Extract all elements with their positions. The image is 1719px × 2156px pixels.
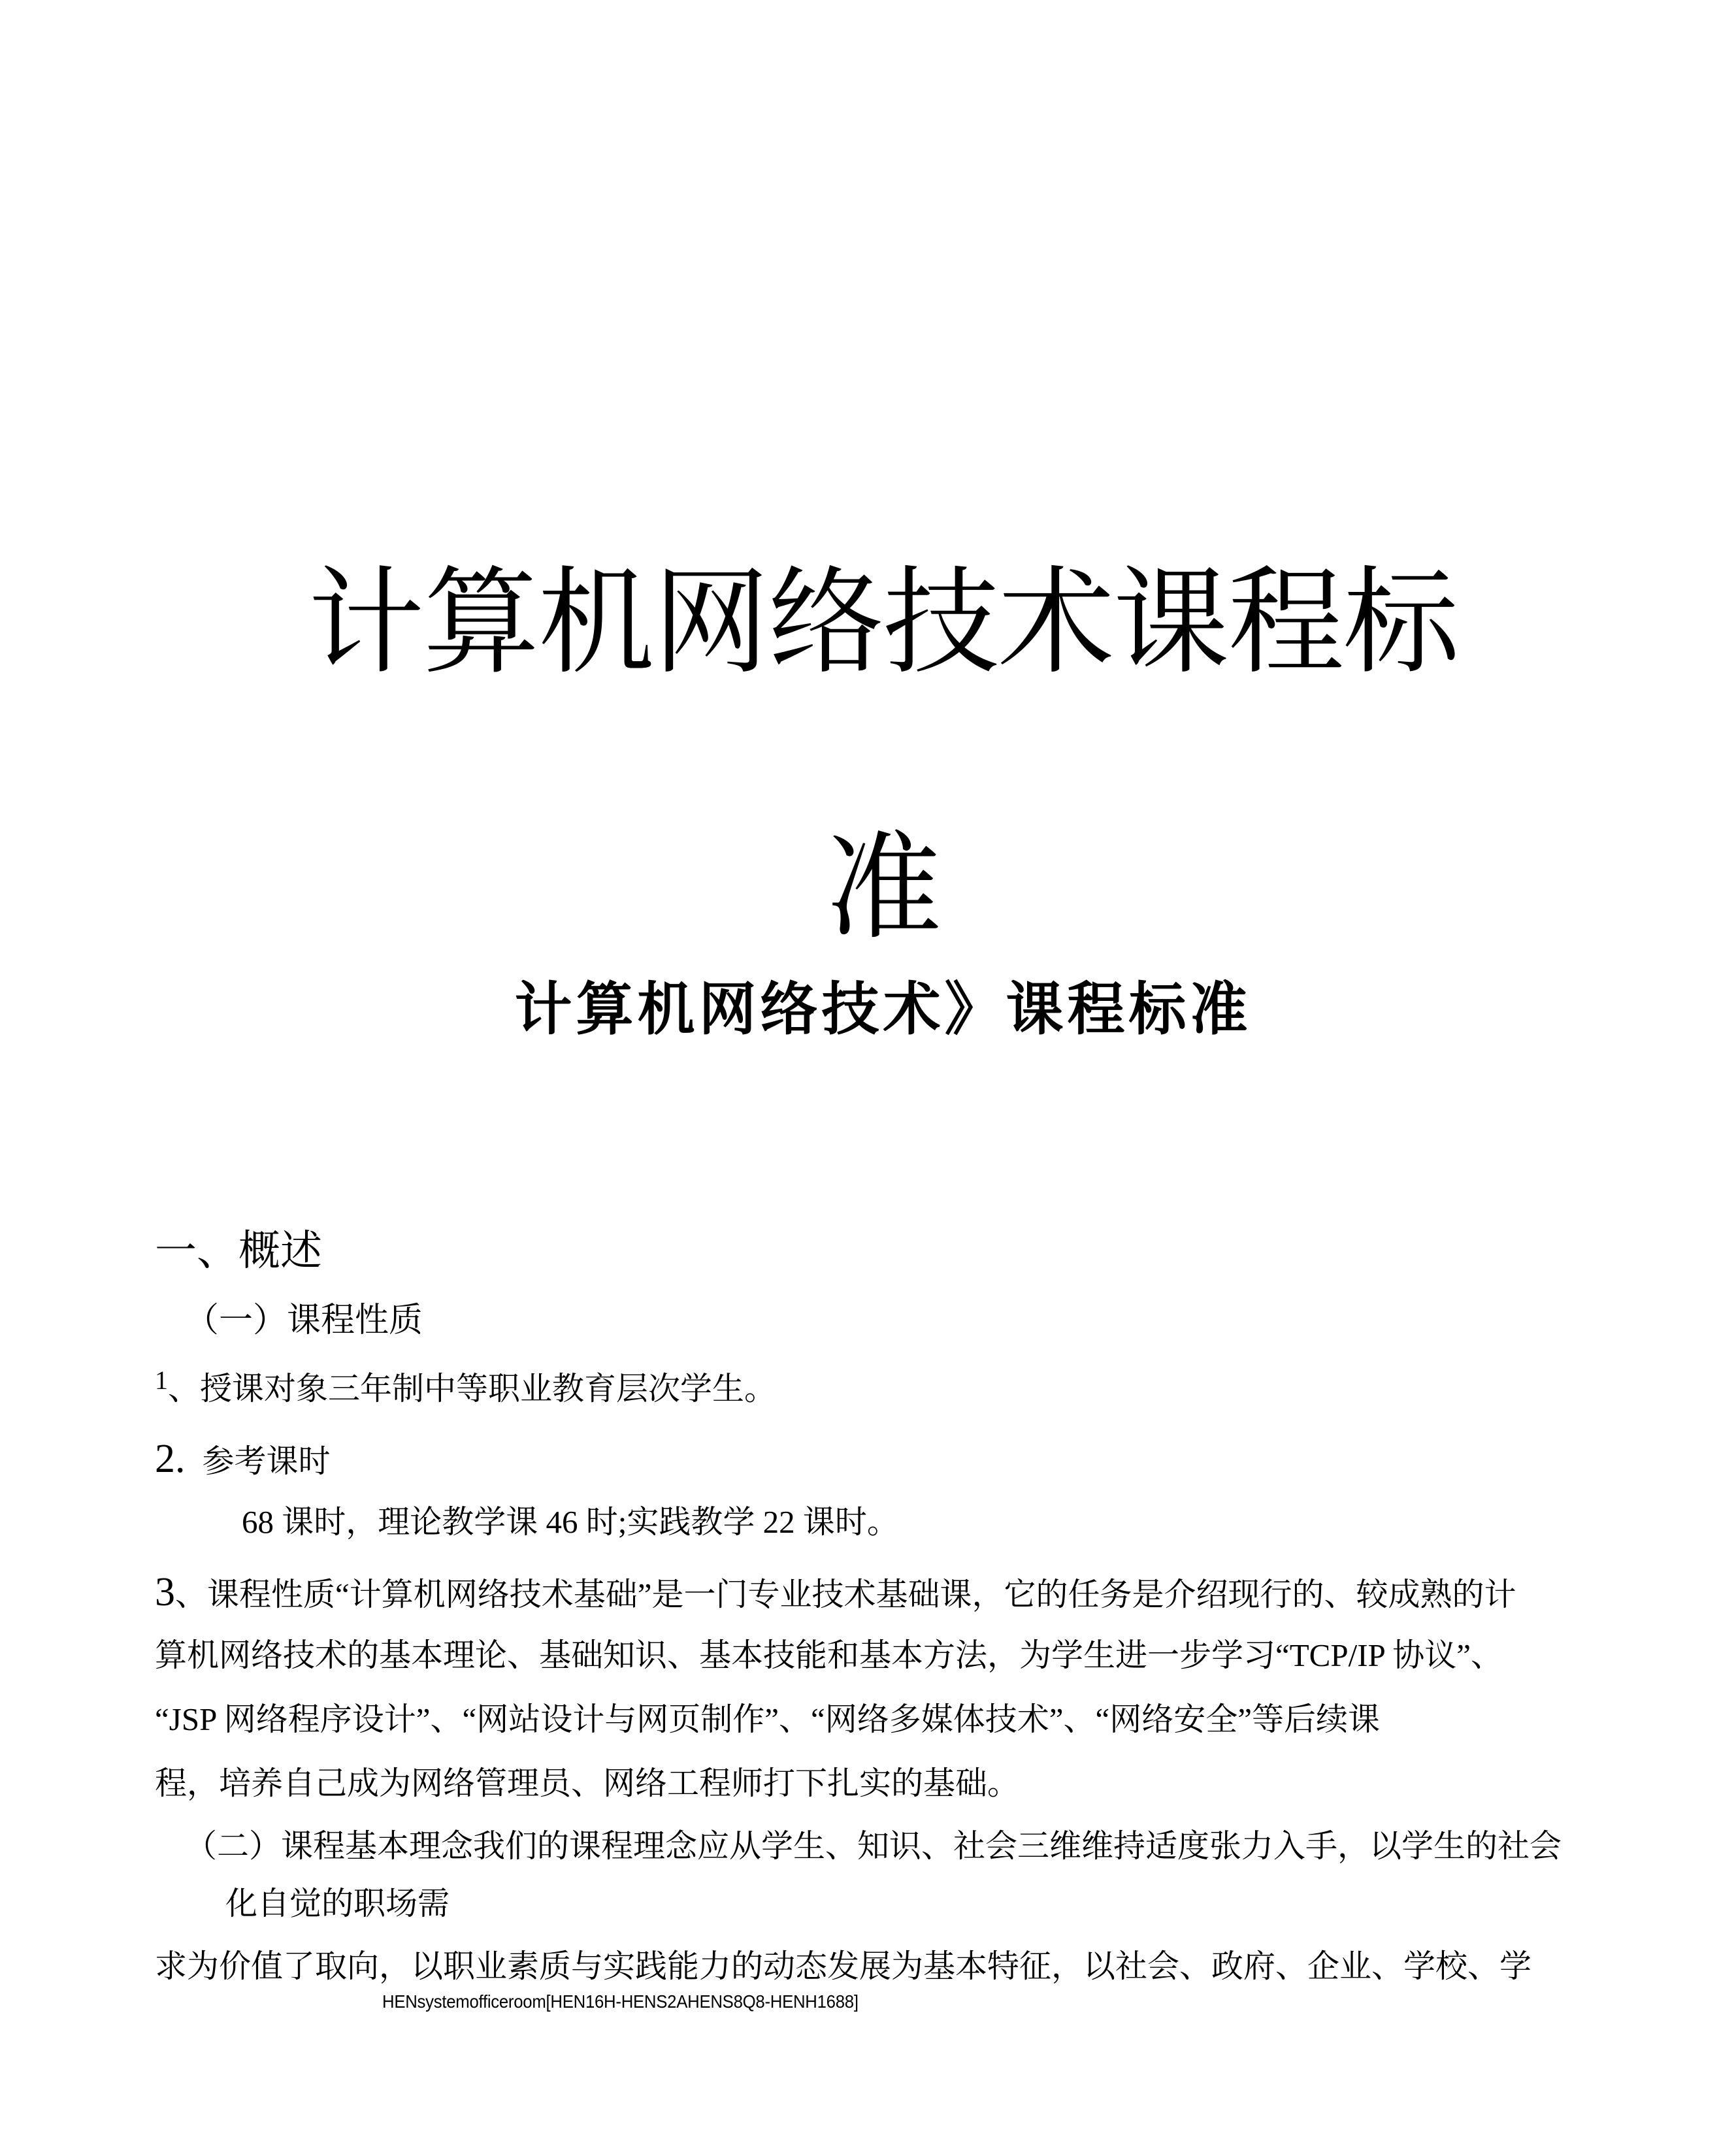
- list-item-3-marker: 3: [155, 1570, 175, 1614]
- list-item-1-marker: 1: [155, 1365, 168, 1395]
- hours-line: 68 课时，理论教学课 46 时;实践教学 22 课时。: [242, 1504, 899, 1540]
- list-item-3-text: 、课程性质“计算机网络技术基础”是一门专业技术基础课，它的任务是介绍现行的、较成熟的计: [175, 1576, 1516, 1612]
- list-item-1: [155, 1365, 777, 1407]
- section-heading-overview: 一、概述: [155, 1228, 322, 1274]
- footer-document-code: HENsystemofficeroom[HEN16H-HENS2AHENS8Q8-HENH1688]: [382, 1991, 859, 2012]
- subsection-2-line-1: （二）课程基本理念我们的课程理念应从学生、知识、社会三维维持适度张力入手，以学生的社会: [185, 1828, 1562, 1864]
- list-item-2: [155, 1436, 331, 1482]
- paragraph-3-line-2: 算机网络技术的基本理论、基础知识、基本技能和基本方法，为学生进一步学习“TCP/IP 协议”、: [155, 1637, 1503, 1673]
- paragraph-3-line-3: “JSP 网络程序设计”、“网站设计与网页制作”、“网络多媒体技术”、“网络安全”等后续课: [155, 1701, 1380, 1737]
- list-item-2-text: 参考课时: [202, 1443, 331, 1479]
- list-item-2-marker: 2.: [155, 1437, 186, 1481]
- paragraph-3-line-4: 程，培养自己成为网络管理员、网络工程师打下扎实的基础。: [155, 1765, 1020, 1801]
- document-title-line1: 计算机网络技术课程标: [308, 559, 1458, 688]
- subsection-heading-course-nature: （一）课程性质: [185, 1302, 423, 1339]
- list-item-1-text: 、授课对象三年制中等职业教育层次学生。: [168, 1371, 777, 1407]
- document-subtitle: 计算机网络技术》课程标准: [514, 977, 1252, 1041]
- document-title-line2: 准: [825, 824, 941, 953]
- paragraph-3-line-1: [155, 1569, 1516, 1616]
- subsection-2-line-3: 求为价值了取向，以职业素质与实践能力的动态发展为基本特征，以社会、政府、企业、学校、学: [155, 1948, 1532, 1984]
- subsection-2-line-2: 化自觉的职场需: [225, 1886, 450, 1921]
